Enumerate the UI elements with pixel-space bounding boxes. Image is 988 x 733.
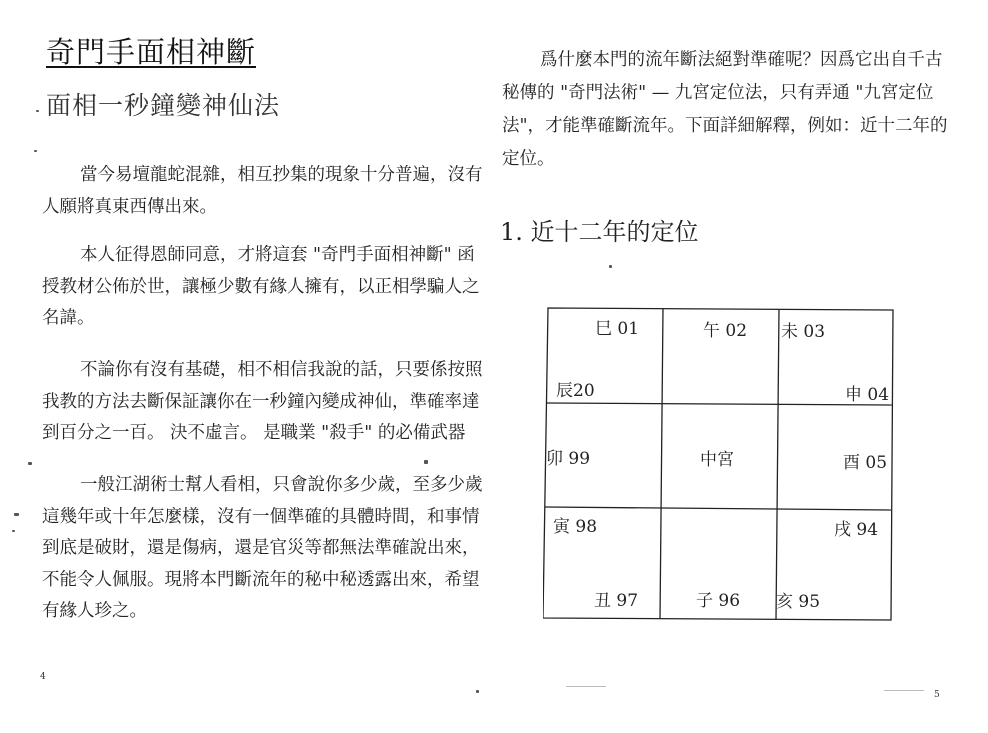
- cell-xu: 戌 94: [834, 520, 879, 540]
- cell-mao: 卯 99: [546, 449, 591, 469]
- cell-yin: 寅 98: [553, 517, 598, 537]
- text-line: 人願將真東西傳出來。: [42, 196, 217, 217]
- paragraph-3: [42, 355, 484, 450]
- scan-speck: [424, 460, 428, 464]
- text-line: 授教材公佈於世，讓極少數有緣人擁有，以正相學騙人之: [42, 276, 480, 297]
- scan-speck: [14, 513, 19, 516]
- text-line: 到百分之一百。 決不虛言。 是職業 "殺手" 的必備武器: [42, 423, 466, 443]
- cell-hai: 亥 95: [776, 592, 821, 612]
- paragraph-2: [42, 240, 484, 335]
- grid-horizontal-line-1: [547, 403, 892, 405]
- cell-chen: 辰20: [556, 381, 595, 401]
- scan-speck: [34, 150, 37, 152]
- grid-vertical-line-2: [776, 309, 779, 620]
- page-title: 奇門手面相神斷: [46, 35, 257, 69]
- cell-chou: 丑 97: [594, 591, 639, 611]
- text-line: 一般江湖術士幫人看相，只會說你多少歲，至多少歲: [80, 475, 483, 495]
- text-line: 爲什麼本門的流年斷法絕對準確呢？因爲它出自千古: [540, 50, 943, 70]
- page-number-left: 4: [40, 672, 46, 682]
- cell-shen: 申 04: [845, 385, 890, 405]
- paragraph-1: [42, 160, 484, 223]
- scan-speck: [12, 530, 15, 532]
- cell-wu: 午 02: [703, 321, 748, 341]
- cell-zi: 子 96: [696, 591, 741, 611]
- scan-speck: [609, 265, 612, 268]
- left-page: [0, 0, 484, 733]
- intro-paragraph: [502, 44, 948, 176]
- right-page: [484, 0, 988, 733]
- text-line: 不能令人佩服。現將本門斷流年的秘中秘透露出來，希望: [42, 569, 480, 590]
- scan-speck: [476, 690, 479, 693]
- cell-center: 中宮: [700, 450, 734, 470]
- grid-horizontal-line-2: [545, 507, 891, 510]
- text-line: 我教的方法去斷保証讓你在一秒鐘內變成神仙，準確率達: [42, 391, 480, 412]
- section-heading: 1. 近十二年的定位: [500, 218, 699, 246]
- text-line: 法"，才能準確斷流年。下面詳細解釋，例如：近十二年的: [502, 116, 948, 136]
- scan-speck: [28, 462, 32, 465]
- scan-speck: [566, 686, 606, 687]
- page-number-right: 5: [934, 690, 940, 700]
- cell-you: 酉 05: [843, 453, 888, 473]
- cell-wei: 未 03: [781, 322, 826, 342]
- text-line: 秘傳的 "奇門法術" — 九宮定位法，只有弄通 "九宮定位: [502, 83, 934, 103]
- text-line: 這幾年或十年怎麼樣，沒有一個準確的具體時間，和事情: [42, 506, 480, 527]
- text-line: 定位。: [502, 149, 555, 169]
- paragraph-4: [42, 470, 484, 628]
- text-line: 名諱。: [42, 308, 95, 328]
- nine-palace-grid: [543, 300, 893, 620]
- scan-speck: [884, 690, 924, 691]
- text-line: 當今易壇龍蛇混雜，相互抄集的現象十分普遍，沒有: [80, 165, 483, 185]
- cell-si: 巳 01: [595, 319, 640, 339]
- grid-vertical-line-1: [660, 309, 663, 619]
- scan-speck: [36, 110, 39, 112]
- page-subtitle: 面相一秒鐘變神仙法: [46, 91, 281, 120]
- text-line: 到底是破財，還是傷病，還是官災等都無法準確說出來，: [42, 538, 480, 558]
- text-line: 有緣人珍之。: [42, 601, 147, 621]
- text-line: 本人征得恩師同意，才將這套 "奇門手面相神斷" 函: [80, 245, 475, 265]
- text-line: 不論你有沒有基礎，相不相信我說的話，只要係按照: [80, 360, 483, 380]
